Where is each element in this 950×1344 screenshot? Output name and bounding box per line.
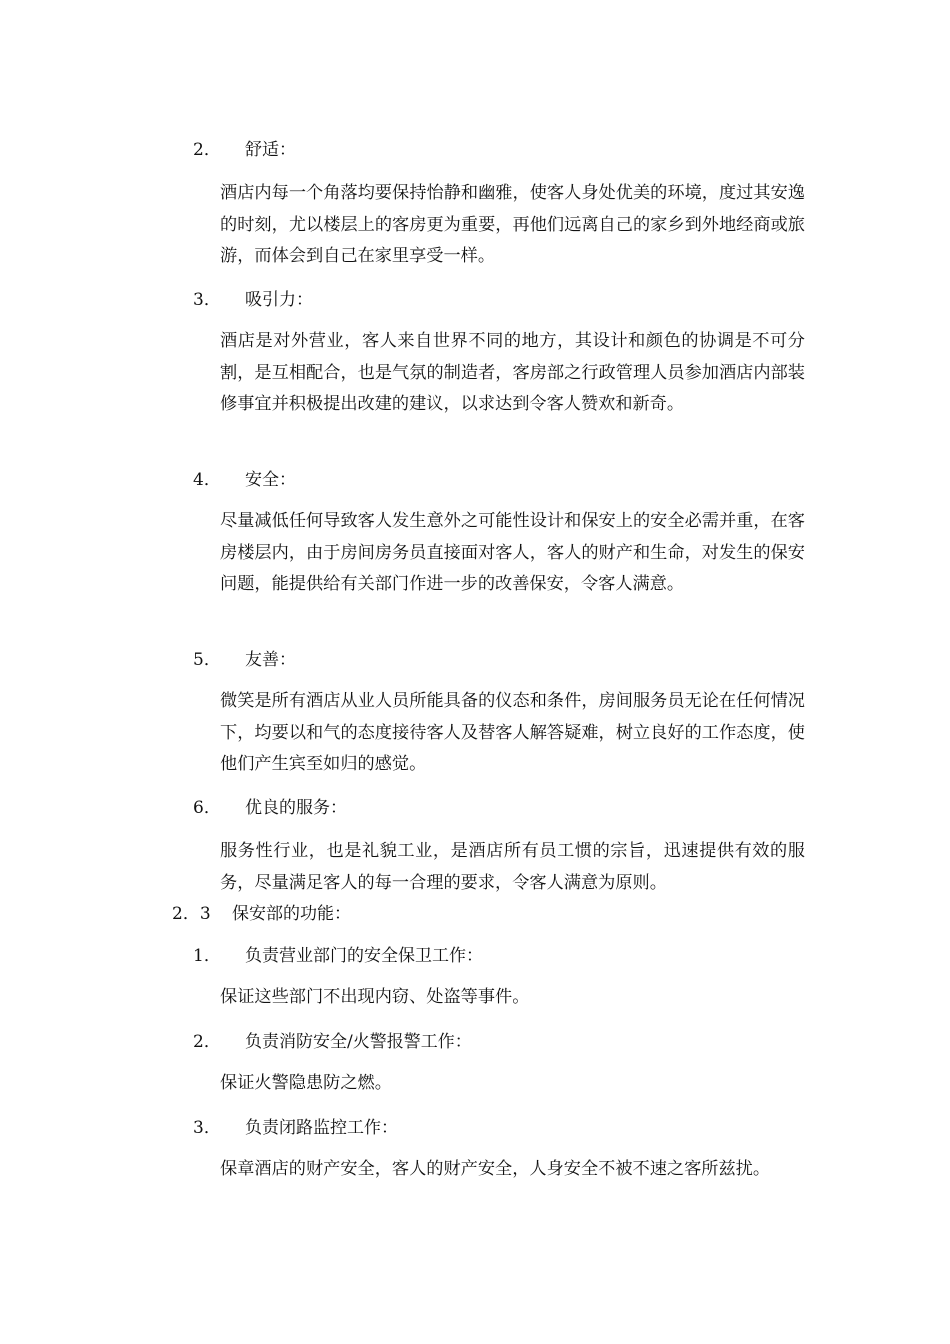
section-item-paragraph-3: 保章酒店的财产安全，客人的财产安全，人身安全不被不速之客所兹扰。 bbox=[220, 1159, 771, 1179]
item-number: 6． bbox=[193, 798, 221, 818]
item-number: 2． bbox=[193, 1032, 221, 1052]
item-number: 1． bbox=[193, 946, 221, 966]
item-title: 负责闭路监控工作： bbox=[245, 1118, 398, 1138]
item-heading-friendly bbox=[193, 650, 296, 670]
item-title: 舒适： bbox=[245, 140, 296, 160]
item-paragraph-friendly: 微笑是所有酒店从业人员所能具备的仪态和条件，房间服务员无论在任何情况下，均要以和气的态度接待客人及替客人解答疑难，树立良好的工作态度，使他们产生宾至如归的感觉。 bbox=[220, 691, 805, 775]
item-paragraph-comfort: 酒店内每一个角落均要保持怡静和幽雅，使客人身处优美的环境，度过其安逸的时刻，尤以楼层上的客房更为重要，再他们远离自己的家乡到外地经商或旅游，而体会到自己在家里享受一样。 bbox=[220, 183, 805, 267]
item-title: 安全： bbox=[245, 470, 296, 490]
item-number: 4． bbox=[193, 470, 221, 490]
item-title: 负责消防安全/火警报警工作： bbox=[245, 1032, 472, 1052]
item-heading-attraction bbox=[193, 290, 313, 310]
item-title: 优良的服务： bbox=[245, 798, 347, 818]
item-paragraph-attraction: 酒店是对外营业，客人来自世界不同的地方，其设计和颜色的协调是不可分割，是互相配合，也是气氛的制造者，客房部之行政管理人员参加酒店内部装修事宜并积极提出改建的建议，以求达到令客人赞欢和新奇。 bbox=[220, 331, 805, 415]
item-heading-safety bbox=[193, 470, 296, 490]
item-number: 2． bbox=[193, 140, 221, 160]
section-item-heading-3 bbox=[193, 1118, 398, 1138]
section-item-heading-2 bbox=[193, 1032, 472, 1052]
item-number: 3． bbox=[193, 290, 221, 310]
section-item-paragraph-1: 保证这些部门不出现内窃、处盗等事件。 bbox=[220, 987, 530, 1007]
item-number: 3． bbox=[193, 1118, 221, 1138]
section-heading-security bbox=[172, 904, 351, 924]
item-paragraph-safety: 尽量减低任何导致客人发生意外之可能性设计和保安上的安全必需并重，在客房楼层内，由于房间房务员直接面对客人，客人的财产和生命，对发生的保安问题，能提供给有关部门作进一步的改善保安，令客人满意。 bbox=[220, 511, 805, 595]
item-heading-comfort bbox=[193, 140, 296, 160]
item-title: 负责营业部门的安全保卫工作： bbox=[245, 946, 483, 966]
item-title: 友善： bbox=[245, 650, 296, 670]
section-number: 2．3 bbox=[172, 904, 211, 924]
item-heading-service bbox=[193, 798, 347, 818]
section-item-heading-1 bbox=[193, 946, 483, 966]
item-paragraph-service: 服务性行业，也是礼貌工业，是酒店所有员工惯的宗旨，迅速提供有效的服务，尽量满足客人的每一合理的要求，令客人满意为原则。 bbox=[220, 841, 805, 893]
section-title: 保安部的功能： bbox=[232, 904, 351, 924]
section-item-paragraph-2: 保证火警隐患防之燃。 bbox=[220, 1073, 392, 1093]
item-number: 5． bbox=[193, 650, 221, 670]
item-title: 吸引力： bbox=[245, 290, 313, 310]
